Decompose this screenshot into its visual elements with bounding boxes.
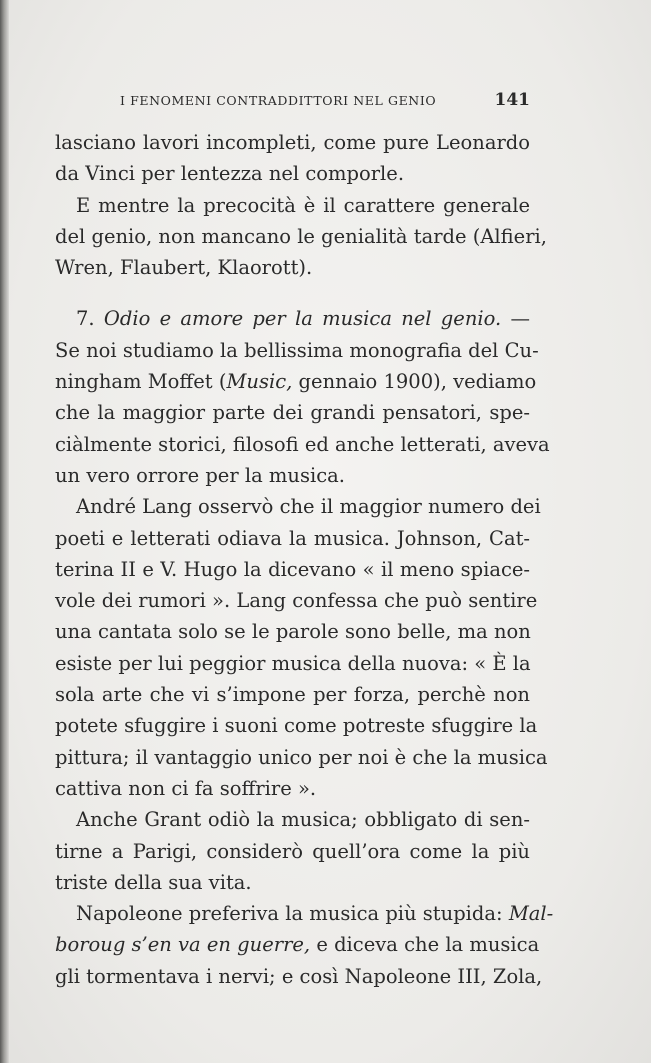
italic-title-music: Music, — [226, 370, 293, 394]
paragraph-1 — [55, 127, 530, 190]
paragraph-4 — [55, 491, 548, 804]
text-line: André Lang osservò che il maggior numero dei — [76, 495, 541, 519]
text-line: un vero orrore per la musica. — [55, 463, 345, 487]
text-line: tirne a Parigi, considerò quell’ora come la più — [55, 839, 530, 863]
italic-song-title: boroug s’en va en guerre, — [55, 933, 311, 957]
text-line: E mentre la precocità è il carattere generale — [76, 193, 530, 217]
text-line: una cantata solo se le parole sono belle, ma non — [55, 620, 531, 644]
text-line: triste della sua vita. — [55, 870, 252, 894]
text-line: cattiva non ci fa soffrire ». — [55, 776, 317, 800]
text-fragment: Napoleone preferiva la musica più stupida: — [76, 902, 509, 926]
paragraph-section-7 — [55, 303, 550, 491]
text-fragment: e diceva che la musica — [310, 933, 540, 957]
text-line: terina II e V. Hugo la dicevano « il meno spiace- — [55, 557, 530, 581]
italic-song-title: Mal- — [508, 902, 554, 926]
section-dash: — — [501, 307, 530, 331]
paragraph-5 — [55, 804, 530, 898]
text-line: Se noi studiamo la bellissima monografia del Cu- — [55, 338, 539, 362]
paragraph-2 — [55, 190, 547, 284]
section-title: Odio e amore per la musica nel genio. — [103, 307, 502, 331]
text-line: esiste per lui peggior musica della nuova: « È la — [55, 651, 531, 675]
section-heading-line — [55, 303, 530, 334]
text-line: vole dei rumori ». Lang confessa che può sentire — [55, 589, 538, 613]
text-line — [55, 366, 537, 397]
text-line: lasciano lavori incompleti, come pure Leonardo — [55, 131, 530, 154]
section-number: 7. — [76, 307, 95, 331]
text-line: pittura; il vantaggio unico per noi è che la musica — [55, 745, 548, 769]
text-line: da Vinci per lentezza nel comporle. — [55, 162, 405, 186]
text-line: ciàlmente storici, filosofi ed anche letterati, aveva — [55, 432, 550, 456]
text-line — [55, 929, 540, 960]
text-fragment: gennaio 1900), vediamo — [292, 370, 537, 394]
paragraph-6 — [55, 898, 554, 992]
text-line: potete sfuggire i suoni come potreste sfuggire la — [55, 714, 538, 738]
text-line: che la maggior parte dei grandi pensatori, spe- — [55, 401, 530, 425]
running-title: I FENOMENI CONTRADDITTORI NEL GENIO — [120, 93, 437, 108]
text-line: Wren, Flaubert, Klaorott). — [55, 256, 313, 280]
text-line: gli tormentava i nervi; e così Napoleone III, Zola, — [55, 964, 543, 988]
page-header — [120, 90, 530, 114]
text-line: del genio, non mancano le genialità tarde (Alfieri, — [55, 224, 547, 248]
text-line: Anche Grant odiò la musica; obbligato di sen- — [76, 808, 530, 832]
body-text — [55, 127, 554, 992]
text-fragment: ningham Moffet ( — [55, 370, 227, 394]
text-line — [55, 898, 554, 929]
text-line: poeti e letterati odiava la musica. Johnson, Cat- — [55, 526, 530, 550]
page-number: 141 — [494, 90, 530, 110]
text-line: sola arte che vi s’impone per forza, perchè non — [55, 683, 530, 707]
book-spine-shadow — [0, 0, 9, 1063]
